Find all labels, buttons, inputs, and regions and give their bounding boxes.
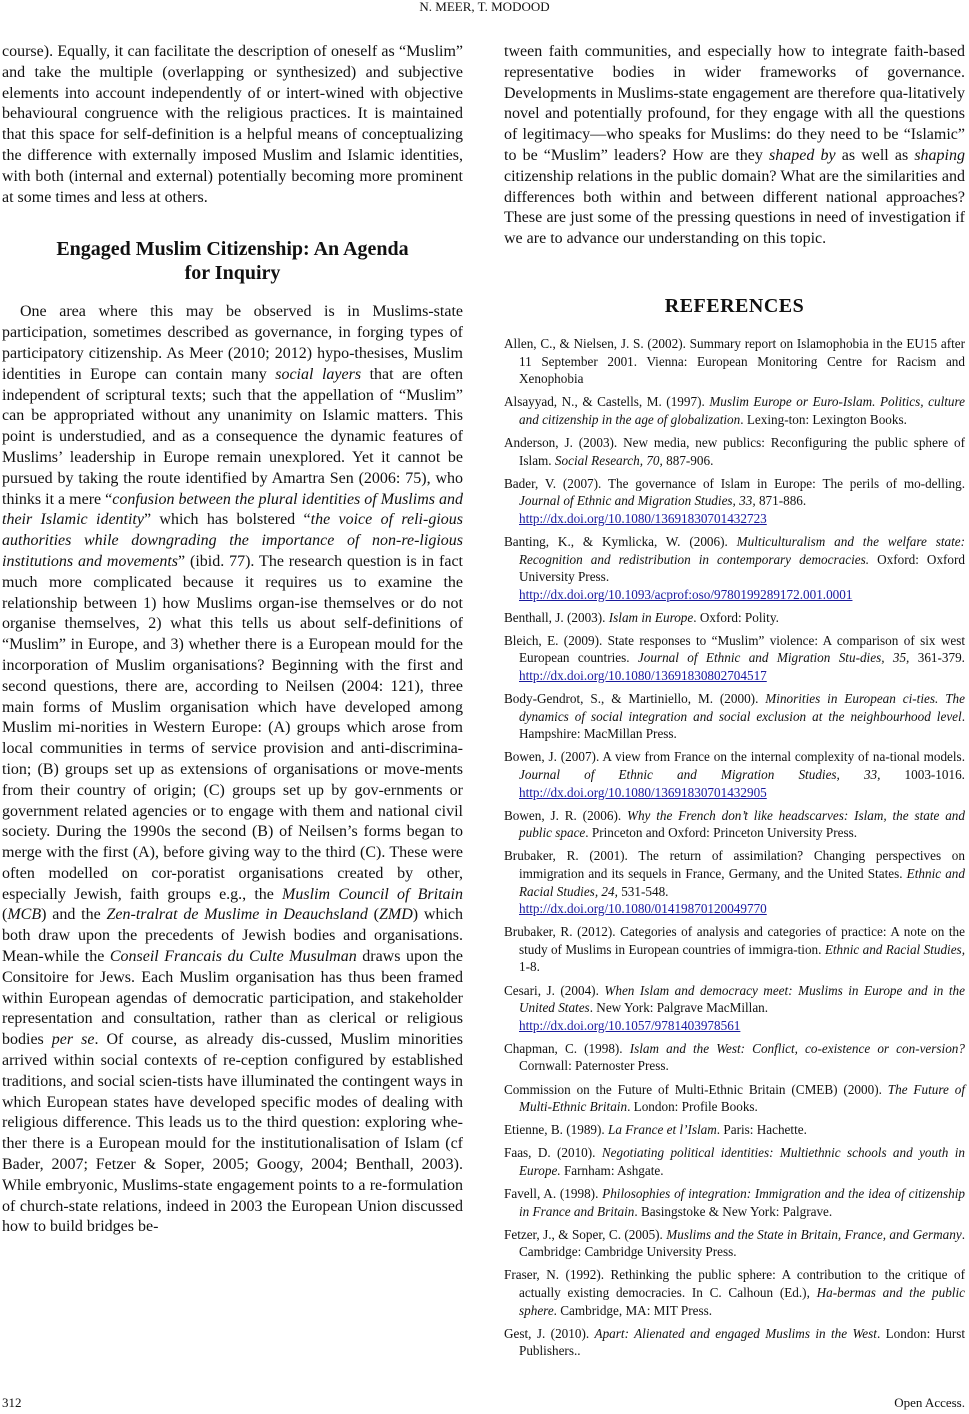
text-run: . Paris: Hachette. — [716, 1122, 807, 1138]
text-run: Favell, A. (1998). — [504, 1186, 603, 1201]
text-run: . Cambridge: Cambridge University Press. — [519, 1226, 965, 1260]
reference-item — [504, 1121, 965, 1139]
text-run: Chapman, C. (1998). — [504, 1040, 630, 1056]
italic-run: When Islam and democracy meet: Muslims in Europe and in the United States — [519, 982, 965, 1016]
italic-run: The Future of Multi-Ethnic Britain — [519, 1081, 965, 1115]
text-run: Anderson, J. (2003). New media, new publics: Reconfiguring the public sphere of Islam. — [504, 434, 965, 468]
reference-item — [504, 475, 965, 528]
text-run: Etienne, B. (1989). — [504, 1122, 609, 1138]
text-run: draws upon the Consitoire for Jews. Each Muslim organisation has thus been framed within European agendas of democratic participation, and stakeholder representation and consultation, rather than as clerical or religious bodies — [2, 948, 464, 1049]
text-run: Cornwall: Paternoster Press. — [519, 1058, 669, 1074]
reference-item — [504, 982, 965, 1035]
italic-run: La France et l’Islam — [608, 1122, 717, 1138]
text-run: as well as — [835, 146, 915, 164]
reference-item — [504, 847, 965, 917]
italic-run: Social Research, 70, — [554, 452, 663, 468]
text-run: . Princeton and Oxford: Princeton University Press. — [585, 825, 858, 841]
text-run: . Cambridge, MA: MIT Press. — [553, 1302, 713, 1318]
right-column — [504, 42, 965, 1365]
italic-run: MCB — [7, 906, 42, 924]
text-run: ” (ibid. 77). The research question is in fact much more complicated because it requires us to examine the relationship between 1) how Muslims organ-ise themselves or do not organise themselves, 2) what this tells us about self-definitions of “Muslim” in Europe, and 3) whether there is a European mould for the incorporation of Muslim organisations? Beginning with the first and second questions, there are, according to Neilsen (2004: 121), three main forms of Muslim organisation which have developed among Muslim mi-norities in Western Europe: (A) groups which arose from local communities in terms of service provision and anti-discrimina-tion; (B) groups set up as extensions of organisations or move-ments from their country of origin; (C) groups set up by gov-ernments or government related agencies or to engage with them and national civil society. During the 1990s the second (B) of Neilsen’s forms began to merge with the first (A), before giving way to the third (C). These were often modelled on cor-poratist organisations created by other, especially Jewish, faith groups e.g., the — [2, 552, 463, 903]
reference-item — [504, 1081, 965, 1116]
text-run: Fetzer, J., & Soper, C. (2005). — [504, 1226, 667, 1242]
doi-link[interactable]: http://dx.doi.org/10.1093/acprof:oso/9780199289172.001.0001 — [519, 586, 853, 602]
text-run: Gest, J. (2010). — [504, 1325, 595, 1341]
left-column — [2, 42, 463, 1238]
text-run: Faas, D. (2010). — [504, 1145, 602, 1161]
text-run: Farnham: Ashgate. — [560, 1162, 664, 1178]
text-run: Brubaker, R. (2012). Categories of analysis and categories of practice: A note on the study of Muslims in European countries of immigra-tion. — [504, 924, 965, 957]
text-run: . New York: Palgrave MacMillan. — [589, 1000, 769, 1016]
text-run: 887-906. — [662, 452, 714, 468]
italic-run: shaped by — [769, 146, 836, 164]
page-number: 312 — [2, 1395, 22, 1410]
text-run: Bowen, J. R. (2006). — [504, 807, 627, 823]
text-run: Bleich, E. (2009). State responses to “Muslim” violence: A comparison of six west European countries. — [504, 632, 965, 666]
italic-run: Conseil Francais du Culte Musulman — [109, 948, 357, 966]
text-run: tween faith communities, and especially how to integrate faith-based representative bodies in wider frameworks of governance. Developments in Muslims-state engagement are therefore qua-litatively novel and potentially profound, for they engage with all the questions of legitimacy—who speaks for Muslims: do they need to be “Islamic” to be “Muslim” leaders? How are they — [504, 43, 965, 164]
doi-link[interactable]: http://dx.doi.org/10.1080/01419870120049770 — [519, 901, 767, 917]
italic-run: Negotiating political identities: Multiethnic schools and youth in Europe. — [519, 1145, 965, 1178]
italic-run: shaping — [914, 146, 965, 164]
text-run: Cesari, J. (2004). — [504, 982, 605, 998]
text-run: Oxford: Oxford University Press. — [519, 551, 966, 585]
italic-run: Minorities in European ci-ties. The dynamics of social integration and social exclusion at the neighbourhood level — [519, 691, 965, 724]
body-paragraph: course). Equally, it can facilitate the description of oneself as “Muslim” and take the multiple (overlapping or synthesized) and subjective elements into account independently of or intert-wined with objective behavioural congruence with the religious practices. It is maintained that this space for self-definition is a helpful means of conceptualizing the difference with externally imposed Muslim and Islamic identities, with both (internal and external) potentially becoming more prominent at some times and less at others. — [2, 43, 463, 206]
text-run: Body-Gendrot, S., & Martiniello, M. (2000). — [504, 691, 766, 707]
text-run: ) which both draw upon the precedents of Jewish bodies and organisations. Mean-while the — [2, 906, 464, 966]
text-run: . Lexing-ton: Lexington Books. — [740, 411, 907, 427]
italic-run: Ethnic and Racial Studies, 24, — [519, 866, 965, 899]
doi-link[interactable]: http://dx.doi.org/10.1057/9781403978561 — [519, 1017, 741, 1033]
doi-link[interactable]: http://dx.doi.org/10.1080/13691830701432723 — [519, 510, 767, 526]
text-run: Alsayyad, N., & Castells, M. (1997). — [504, 394, 710, 410]
italic-run: Zen-tralrat de Muslime in Deauchsland — [106, 906, 368, 924]
italic-run: the voice of reli-gious authorities while downgrading the importance of non-re-ligious institutions and movements — [2, 511, 464, 570]
text-run: . Hampshire: MacMillan Press. — [519, 708, 965, 742]
reference-item — [504, 533, 965, 603]
reference-item — [504, 609, 965, 627]
text-run: ( — [367, 906, 379, 924]
italic-run: Muslims and the State in Britain, France, and Germany — [666, 1226, 962, 1242]
reference-item — [504, 1144, 965, 1179]
open-access-label: Open Access. — [894, 1395, 965, 1410]
italic-run: Islam and the West: Conflict, co-existence or con-version? — [629, 1040, 965, 1056]
doi-link[interactable]: http://dx.doi.org/10.1080/13691830701432905 — [519, 784, 767, 800]
italic-run: social layers — [275, 365, 362, 383]
reference-item — [504, 632, 965, 685]
text-run: . Basingstoke & New York: Palgrave. — [634, 1203, 833, 1219]
text-run: . Oxford: Polity. — [693, 609, 779, 625]
reference-item — [504, 1185, 965, 1220]
text-run: Bowen, J. (2007). A view from France on the internal complexity of na-tional models. — [504, 749, 965, 765]
italic-run: Why the French don’t like headscarves: Islam, the state and public space — [519, 807, 965, 841]
italic-run: Journal of Ethnic and Migration Studies, 33, — [519, 767, 881, 783]
italic-run: Islam in Europe — [608, 609, 694, 625]
text-run: Brubaker, R. (2001). The return of assimilation? Changing perspectives on immigration and its sequels in France, Germany, and the United States. — [504, 848, 965, 881]
italic-run: Journal of Ethnic and Migration Studies, 33, — [519, 493, 756, 509]
italic-run: Muslim Europe or Euro-Islam. Politics, culture and citizenship in the age of globalization — [519, 394, 966, 427]
italic-run: Muslim Council of Britain — [282, 885, 463, 903]
section-title — [2, 237, 463, 285]
reference-item — [504, 1266, 965, 1319]
reference-item — [504, 1325, 965, 1360]
body-paragraph — [2, 302, 463, 1238]
text-run: Bader, V. (2007). The governance of Islam in Europe: The perils of mo-delling. — [504, 475, 965, 491]
italic-run: Ha-bermas and the public sphere — [519, 1284, 965, 1318]
doi-link[interactable]: http://dx.doi.org/10.1080/13691830802704517 — [519, 668, 767, 684]
section-title-line: Engaged Muslim Citizenship: An Agenda — [56, 238, 409, 261]
text-run: Commission on the Future of Multi-Ethnic Britain (CMEB) (2000). — [504, 1081, 888, 1097]
reference-item — [504, 434, 965, 469]
text-run: 1003-1016. — [880, 767, 965, 783]
section-title-line: for Inquiry — [184, 262, 281, 285]
reference-item — [504, 1040, 965, 1075]
reference-item — [504, 690, 965, 743]
text-run: citizenship relations in the public domain? What are the similarities and differences both within and between different national approaches? These are just some of the pressing questions in need of investigation if we are to advance our understanding on this topic. — [504, 167, 965, 248]
italic-run: per se — [51, 1031, 95, 1049]
italic-run: ZMD — [379, 906, 413, 924]
text-run: ” which has bolstered “ — [143, 511, 311, 529]
italic-run: Multiculturalism and the welfare state: Recognition and redistribution in contemporary democracies. — [519, 533, 966, 567]
text-run: . Of course, as already dis-cussed, Muslim minorities arrived within social contexts of re-ception configured by established traditions, and social scien-tists have illuminated the contingent ways in which European states have developed specific modes of dealing with religious difference. This leads us to the third question: exploring whe-ther there is a European mould for the institutionalisation of Islam (cf Bader, 2007; Fetzer & Soper, 2005; Googy, 2004; Benthall, 2003). While embryonic, Muslims-state engagement points to a re-formulation of church-state relations, indeed in 2003 the European Union discussed how to build bridges be- — [2, 1031, 464, 1236]
reference-item — [504, 923, 965, 976]
text-run: Fraser, N. (1992). Rethinking the public sphere: A contribution to the critique of actually existing democracies. In C. Calhoun (Ed.), — [504, 1267, 965, 1300]
reference-item — [504, 393, 965, 428]
reference-item — [504, 1226, 965, 1261]
italic-run: Apart: Alienated and engaged Muslims in the West — [594, 1325, 877, 1341]
reference-item: Allen, C., & Nielsen, J. S. (2002). Summary report on Islamophobia in the EU15 after 11 September 2001. Vienna: European Monitoring Centre for Racism and Xenophobia — [504, 335, 965, 387]
italic-run: Ethnic and Racial Studies, — [824, 941, 965, 957]
italic-run: confusion between the plural identities of Muslims and their Islamic identity — [2, 490, 463, 529]
text-run: ) and the — [41, 906, 107, 924]
reference-list — [504, 335, 965, 1360]
text-run: 871-886. — [755, 493, 807, 509]
text-run: Banting, K., & Kymlicka, W. (2006). — [504, 533, 737, 549]
text-run: . London: Profile Books. — [627, 1099, 758, 1115]
text-run: Benthall, J. (2003). — [504, 609, 609, 625]
running-head: N. MEER, T. MODOOD — [419, 0, 550, 14]
text-run: . London: Hurst Publishers.. — [519, 1325, 966, 1359]
text-run: 1-8. — [519, 959, 540, 975]
text-run: One area where this may be observed is in Muslims-state participation, sometimes described as governance, in forging types of participatory citizenship. As Meer (2010; 2012) hypo-thesises, Muslim identities in Europe can contain many — [2, 303, 463, 383]
reference-item — [504, 748, 965, 801]
body-paragraph — [504, 42, 965, 250]
text-run: 361-379. — [909, 650, 965, 666]
references-title: REFERENCES — [664, 294, 805, 317]
italic-run: Journal of Ethnic and Migration Stu-dies, 35, — [637, 650, 910, 666]
text-run: ( — [2, 906, 8, 924]
italic-run: Philosophies of integration: Immigration and the idea of citizenship in France and Britain — [519, 1186, 965, 1219]
text-run: that are often independent of scriptural texts; such that the appellation of “Muslim” can be appropriated without any unanimity on Islamic matters. This point is understudied, and as a consequence the dynamic features of Muslims’ leadership in Europe remain unexplored. Yet it cannot be pursued by taking the route identified by Amartra Sen (2006: 75), who thinks it a mere “ — [2, 365, 463, 508]
reference-item — [504, 807, 965, 842]
text-run: 531-548. — [617, 883, 669, 899]
